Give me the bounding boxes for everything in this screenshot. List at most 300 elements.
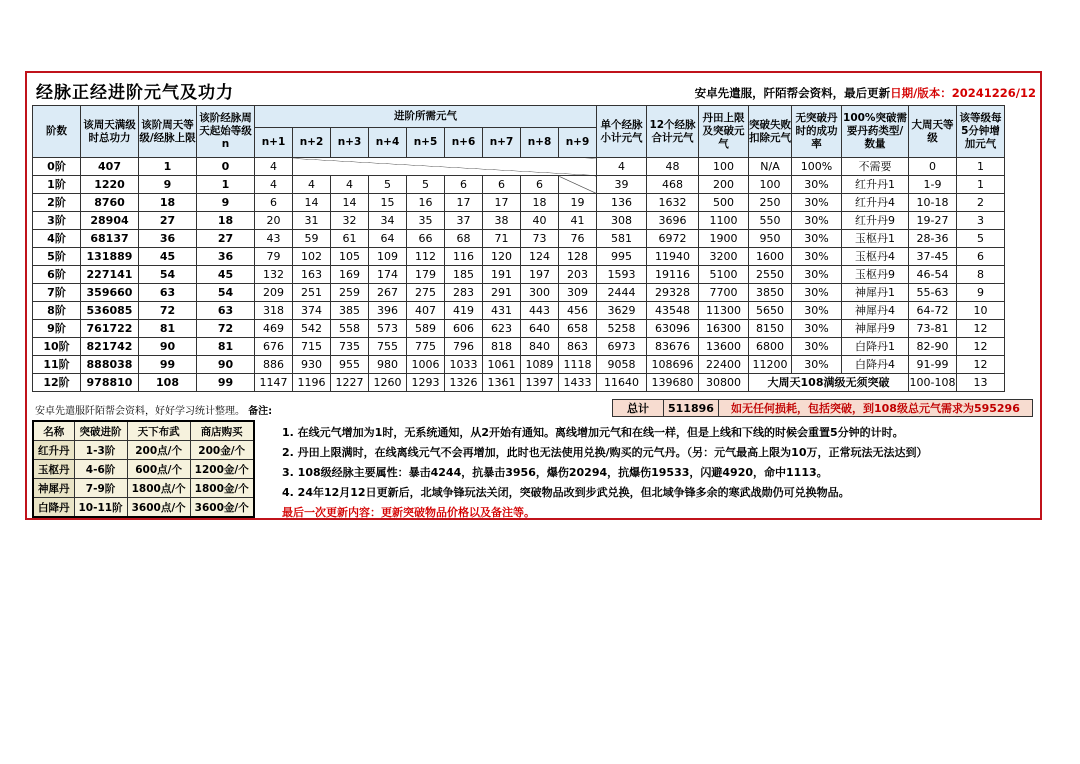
table-cell: 658 xyxy=(559,320,597,338)
table-cell: 神犀丹9 xyxy=(842,320,909,338)
table-cell: 11640 xyxy=(597,374,647,392)
table-cell: 神犀丹1 xyxy=(842,284,909,302)
shop-cell: 白降丹 xyxy=(33,498,74,518)
table-row xyxy=(33,230,1005,248)
table-cell: 4阶 xyxy=(33,230,81,248)
table-cell: 72 xyxy=(139,302,197,320)
table-cell: 4 xyxy=(293,176,331,194)
shop-cell: 神犀丹 xyxy=(33,479,74,498)
table-cell: 15 xyxy=(369,194,407,212)
table-cell: 1061 xyxy=(483,356,521,374)
empty-cell xyxy=(559,176,597,194)
table-cell: 14 xyxy=(293,194,331,212)
table-cell: 30% xyxy=(792,176,842,194)
table-cell: 359660 xyxy=(81,284,139,302)
shop-cell: 3600金/个 xyxy=(190,498,254,518)
table-cell: 761722 xyxy=(81,320,139,338)
shop-cell: 1800金/个 xyxy=(190,479,254,498)
table-cell: 124 xyxy=(521,248,559,266)
table-cell: 30% xyxy=(792,338,842,356)
table-cell: 2550 xyxy=(749,266,792,284)
table-cell: 0 xyxy=(197,158,255,176)
table-cell: 7700 xyxy=(699,284,749,302)
table-cell: 11940 xyxy=(647,248,699,266)
table-cell: 6800 xyxy=(749,338,792,356)
table-cell: 468 xyxy=(647,176,699,194)
col-header-fail-deduct: 突破失败扣除元气 xyxy=(749,106,792,158)
table-cell: 396 xyxy=(369,302,407,320)
table-cell: 200 xyxy=(699,176,749,194)
pill-shop-table xyxy=(32,420,255,518)
table-cell: 38 xyxy=(483,212,521,230)
table-cell: 120 xyxy=(483,248,521,266)
table-cell: 99 xyxy=(139,356,197,374)
table-cell: 16 xyxy=(407,194,445,212)
table-cell: 169 xyxy=(331,266,369,284)
col-header-group: 进阶所需元气 xyxy=(255,106,597,128)
table-cell: 139680 xyxy=(647,374,699,392)
table-cell: 1 xyxy=(957,176,1005,194)
shop-cell: 200点/个 xyxy=(127,441,190,460)
table-cell: 5258 xyxy=(597,320,647,338)
table-cell: 500 xyxy=(699,194,749,212)
table-cell: 174 xyxy=(369,266,407,284)
table-cell: 100% xyxy=(792,158,842,176)
table-cell: 2阶 xyxy=(33,194,81,212)
table-cell: 90 xyxy=(197,356,255,374)
notes-label: 备注: xyxy=(248,406,273,417)
table-cell: 443 xyxy=(521,302,559,320)
table-cell: 1433 xyxy=(559,374,597,392)
table-cell: 888038 xyxy=(81,356,139,374)
table-cell: 950 xyxy=(749,230,792,248)
table-cell: 318 xyxy=(255,302,293,320)
table-cell: 19 xyxy=(559,194,597,212)
table-cell: 9阶 xyxy=(33,320,81,338)
table-cell: 863 xyxy=(559,338,597,356)
version-label: 日期/版本：20241226/12 xyxy=(890,86,1036,100)
table-cell: 100 xyxy=(699,158,749,176)
table-cell: 8150 xyxy=(749,320,792,338)
table-cell: 385 xyxy=(331,302,369,320)
table-cell: 1293 xyxy=(407,374,445,392)
table-cell: 179 xyxy=(407,266,445,284)
max-level-note: 大周天108满级无须突破 xyxy=(749,374,909,392)
table-cell: 红升丹9 xyxy=(842,212,909,230)
table-cell: 291 xyxy=(483,284,521,302)
table-cell: 1阶 xyxy=(33,176,81,194)
table-cell: 13600 xyxy=(699,338,749,356)
table-cell: 12阶 xyxy=(33,374,81,392)
table-cell: 11300 xyxy=(699,302,749,320)
table-cell: 3696 xyxy=(647,212,699,230)
table-cell: 1006 xyxy=(407,356,445,374)
table-cell: 250 xyxy=(749,194,792,212)
table-cell: 623 xyxy=(483,320,521,338)
table-cell: 163 xyxy=(293,266,331,284)
shop-cell: 4-6阶 xyxy=(74,460,127,479)
col-header-n8: n+8 xyxy=(521,128,559,158)
table-cell: 68137 xyxy=(81,230,139,248)
table-cell: 309 xyxy=(559,284,597,302)
table-cell: 12 xyxy=(957,320,1005,338)
col-header-dantian: 丹田上限及突破元气 xyxy=(699,106,749,158)
table-cell: 955 xyxy=(331,356,369,374)
table-cell: 1361 xyxy=(483,374,521,392)
table-cell: 840 xyxy=(521,338,559,356)
shop-cell: 200金/个 xyxy=(190,441,254,460)
totals-label: 总计 xyxy=(613,400,664,417)
update-info xyxy=(695,85,1036,101)
table-cell: 10 xyxy=(957,302,1005,320)
table-cell: 64-72 xyxy=(909,302,957,320)
table-cell: 9058 xyxy=(597,356,647,374)
table-cell: 19-27 xyxy=(909,212,957,230)
shop-row xyxy=(33,441,254,460)
shop-row xyxy=(33,460,254,479)
table-row xyxy=(33,374,1005,392)
table-cell: 17 xyxy=(483,194,521,212)
table-cell: 45 xyxy=(139,248,197,266)
credit-text: 安卓先遣服阡陌帮会资料，好好学习统计整理。 xyxy=(35,406,245,417)
table-cell: 40 xyxy=(521,212,559,230)
table-cell: 640 xyxy=(521,320,559,338)
table-cell: 456 xyxy=(559,302,597,320)
table-cell: 1 xyxy=(957,158,1005,176)
table-cell: 2444 xyxy=(597,284,647,302)
table-cell: 71 xyxy=(483,230,521,248)
table-cell: 12 xyxy=(957,356,1005,374)
table-cell: 54 xyxy=(139,266,197,284)
table-cell: 6 xyxy=(483,176,521,194)
table-cell: 59 xyxy=(293,230,331,248)
table-cell: 30% xyxy=(792,320,842,338)
shop-cell: 3600点/个 xyxy=(127,498,190,518)
table-cell: 132 xyxy=(255,266,293,284)
table-cell: 30% xyxy=(792,248,842,266)
table-cell: 1632 xyxy=(647,194,699,212)
shop-cell: 玉枢丹 xyxy=(33,460,74,479)
table-cell: 63 xyxy=(139,284,197,302)
table-cell: 1033 xyxy=(445,356,483,374)
table-cell: 558 xyxy=(331,320,369,338)
table-cell: 19116 xyxy=(647,266,699,284)
table-cell: 5 xyxy=(407,176,445,194)
table-cell: 0阶 xyxy=(33,158,81,176)
table-cell: 79 xyxy=(255,248,293,266)
table-cell: 6 xyxy=(255,194,293,212)
table-cell: 43548 xyxy=(647,302,699,320)
table-cell: 73 xyxy=(521,230,559,248)
table-cell: 54 xyxy=(197,284,255,302)
table-row xyxy=(33,266,1005,284)
table-cell: 573 xyxy=(369,320,407,338)
table-cell: 1227 xyxy=(331,374,369,392)
table-cell: 1089 xyxy=(521,356,559,374)
notes-block xyxy=(282,423,927,523)
table-cell: 4 xyxy=(255,158,293,176)
table-cell: 11阶 xyxy=(33,356,81,374)
col-header-big-level: 大周天等级 xyxy=(909,106,957,158)
table-cell: 275 xyxy=(407,284,445,302)
table-cell: 玉枢丹1 xyxy=(842,230,909,248)
table-cell: 10阶 xyxy=(33,338,81,356)
table-cell: 930 xyxy=(293,356,331,374)
table-cell: 0 xyxy=(909,158,957,176)
table-cell: 1900 xyxy=(699,230,749,248)
table-cell: 374 xyxy=(293,302,331,320)
table-cell: 1220 xyxy=(81,176,139,194)
table-cell: 308 xyxy=(597,212,647,230)
table-cell: 1118 xyxy=(559,356,597,374)
table-cell: 99 xyxy=(197,374,255,392)
table-cell: 8阶 xyxy=(33,302,81,320)
table-cell: 676 xyxy=(255,338,293,356)
shop-cell: 7-9阶 xyxy=(74,479,127,498)
table-cell: 131889 xyxy=(81,248,139,266)
table-cell: 2 xyxy=(957,194,1005,212)
col-header-full-power: 该周天满级时总功力 xyxy=(81,106,139,158)
table-cell: 1-9 xyxy=(909,176,957,194)
table-cell: 203 xyxy=(559,266,597,284)
table-cell: 4 xyxy=(597,158,647,176)
table-cell: 4 xyxy=(255,176,293,194)
table-cell: 267 xyxy=(369,284,407,302)
col-header-n1: n+1 xyxy=(255,128,293,158)
table-cell: 1100 xyxy=(699,212,749,230)
table-cell: 27 xyxy=(139,212,197,230)
table-cell: 29328 xyxy=(647,284,699,302)
col-header-total12: 12个经脉合计元气 xyxy=(647,106,699,158)
table-cell: 6 xyxy=(445,176,483,194)
table-cell: 209 xyxy=(255,284,293,302)
table-cell: 30% xyxy=(792,230,842,248)
shop-header-cell: 名称 xyxy=(33,421,74,441)
col-header-pill: 100%突破需要丹药类型/数量 xyxy=(842,106,909,158)
table-cell: 100 xyxy=(749,176,792,194)
table-cell: 8 xyxy=(957,266,1005,284)
main-table xyxy=(32,105,1005,392)
table-cell: 红升丹1 xyxy=(842,176,909,194)
table-cell: 109 xyxy=(369,248,407,266)
totals-row xyxy=(612,399,1033,417)
table-cell: 606 xyxy=(445,320,483,338)
table-cell: 48 xyxy=(647,158,699,176)
table-cell: 5650 xyxy=(749,302,792,320)
totals-value: 511896 xyxy=(664,400,719,417)
table-cell: 玉枢丹4 xyxy=(842,248,909,266)
table-cell: 55-63 xyxy=(909,284,957,302)
table-row xyxy=(33,176,1005,194)
table-cell: 4 xyxy=(331,176,369,194)
table-cell: 1 xyxy=(139,158,197,176)
table-cell: 112 xyxy=(407,248,445,266)
table-cell: 神犀丹4 xyxy=(842,302,909,320)
table-cell: 5100 xyxy=(699,266,749,284)
col-header-start-level: 该阶经脉周天起始等级 n xyxy=(197,106,255,158)
shop-header-cell: 商店购买 xyxy=(190,421,254,441)
col-header-n6: n+6 xyxy=(445,128,483,158)
table-cell: 886 xyxy=(255,356,293,374)
shop-cell: 10-11阶 xyxy=(74,498,127,518)
table-cell: N/A xyxy=(749,158,792,176)
table-cell: 185 xyxy=(445,266,483,284)
table-cell: 30% xyxy=(792,266,842,284)
totals-note: 如无任何损耗，包括突破，到108级总元气需求为595296 xyxy=(718,400,1032,417)
table-cell: 128 xyxy=(559,248,597,266)
note-item: 3. 108级经脉主要属性：暴击4244，抗暴击3956，爆伤20294，抗爆伤19533，闪避4920，命中1113。 xyxy=(282,466,828,479)
table-cell: 259 xyxy=(331,284,369,302)
table-row xyxy=(33,248,1005,266)
table-cell: 7阶 xyxy=(33,284,81,302)
note-item: 4. 24年12月12日更新后，北域争锋玩法关闭，突破物品改到步武兑换，但北域争锋多余的寒武战勋仍可兑换物品。 xyxy=(282,486,850,499)
table-cell: 63 xyxy=(197,302,255,320)
table-cell: 64 xyxy=(369,230,407,248)
col-header-n7: n+7 xyxy=(483,128,521,158)
table-cell: 3629 xyxy=(597,302,647,320)
table-cell: 3 xyxy=(957,212,1005,230)
table-cell: 1 xyxy=(197,176,255,194)
credit-line xyxy=(35,402,272,417)
table-cell: 9 xyxy=(139,176,197,194)
table-cell: 37 xyxy=(445,212,483,230)
table-cell: 818 xyxy=(483,338,521,356)
table-cell: 32 xyxy=(331,212,369,230)
table-cell: 46-54 xyxy=(909,266,957,284)
table-cell: 6 xyxy=(521,176,559,194)
table-cell: 72 xyxy=(197,320,255,338)
table-cell: 30800 xyxy=(699,374,749,392)
table-cell: 102 xyxy=(293,248,331,266)
table-cell: 12 xyxy=(957,338,1005,356)
table-cell: 30% xyxy=(792,356,842,374)
table-cell: 136 xyxy=(597,194,647,212)
table-cell: 30% xyxy=(792,302,842,320)
table-cell: 81 xyxy=(197,338,255,356)
table-cell: 821742 xyxy=(81,338,139,356)
shop-header-cell: 天下布武 xyxy=(127,421,190,441)
table-cell: 35 xyxy=(407,212,445,230)
table-cell: 550 xyxy=(749,212,792,230)
table-cell: 玉枢丹9 xyxy=(842,266,909,284)
table-cell: 1600 xyxy=(749,248,792,266)
note-item: 1. 在线元气增加为1时，无系统通知，从2开始有通知。离线增加元气和在线一样，但是上线和下线的时候会重置5分钟的计时。 xyxy=(282,426,904,439)
table-cell: 105 xyxy=(331,248,369,266)
table-cell: 6973 xyxy=(597,338,647,356)
table-cell: 76 xyxy=(559,230,597,248)
table-cell: 27 xyxy=(197,230,255,248)
table-cell: 589 xyxy=(407,320,445,338)
table-cell: 白降丹1 xyxy=(842,338,909,356)
table-cell: 197 xyxy=(521,266,559,284)
table-cell: 283 xyxy=(445,284,483,302)
table-cell: 28904 xyxy=(81,212,139,230)
table-cell: 31 xyxy=(293,212,331,230)
table-cell: 1147 xyxy=(255,374,293,392)
table-cell: 251 xyxy=(293,284,331,302)
table-cell: 30% xyxy=(792,194,842,212)
table-row xyxy=(33,356,1005,374)
table-cell: 白降丹4 xyxy=(842,356,909,374)
shop-row xyxy=(33,498,254,518)
table-cell: 14 xyxy=(331,194,369,212)
table-cell: 34 xyxy=(369,212,407,230)
table-cell: 3阶 xyxy=(33,212,81,230)
table-cell: 980 xyxy=(369,356,407,374)
table-cell: 20 xyxy=(255,212,293,230)
table-cell: 5 xyxy=(957,230,1005,248)
table-cell: 73-81 xyxy=(909,320,957,338)
table-cell: 978810 xyxy=(81,374,139,392)
table-cell: 1196 xyxy=(293,374,331,392)
table-cell: 39 xyxy=(597,176,647,194)
shop-cell: 1-3阶 xyxy=(74,441,127,460)
table-cell: 63096 xyxy=(647,320,699,338)
table-cell: 1593 xyxy=(597,266,647,284)
table-cell: 9 xyxy=(197,194,255,212)
table-cell: 6 xyxy=(957,248,1005,266)
col-header-n9: n+9 xyxy=(559,128,597,158)
table-cell: 1397 xyxy=(521,374,559,392)
table-cell: 28-36 xyxy=(909,230,957,248)
col-header-subtotal: 单个经脉小计元气 xyxy=(597,106,647,158)
empty-cell xyxy=(293,158,597,176)
table-cell: 431 xyxy=(483,302,521,320)
table-cell: 90 xyxy=(139,338,197,356)
table-cell: 不需要 xyxy=(842,158,909,176)
table-cell: 66 xyxy=(407,230,445,248)
table-cell: 419 xyxy=(445,302,483,320)
table-cell: 30% xyxy=(792,284,842,302)
table-cell: 581 xyxy=(597,230,647,248)
table-cell: 36 xyxy=(139,230,197,248)
table-cell: 108696 xyxy=(647,356,699,374)
table-row xyxy=(33,302,1005,320)
shop-cell: 红升丹 xyxy=(33,441,74,460)
col-header-per5min: 该等级每5分钟增加元气 xyxy=(957,106,1005,158)
table-cell: 10-18 xyxy=(909,194,957,212)
table-cell: 16300 xyxy=(699,320,749,338)
table-cell: 68 xyxy=(445,230,483,248)
shop-cell: 600点/个 xyxy=(127,460,190,479)
table-row xyxy=(33,320,1005,338)
table-cell: 41 xyxy=(559,212,597,230)
table-cell: 37-45 xyxy=(909,248,957,266)
table-cell: 83676 xyxy=(647,338,699,356)
table-cell: 5阶 xyxy=(33,248,81,266)
col-header-stage: 阶数 xyxy=(33,106,81,158)
table-cell: 82-90 xyxy=(909,338,957,356)
shop-header-row xyxy=(33,421,254,441)
table-cell: 108 xyxy=(139,374,197,392)
table-cell: 407 xyxy=(81,158,139,176)
table-cell: 536085 xyxy=(81,302,139,320)
table-cell: 8760 xyxy=(81,194,139,212)
table-row xyxy=(33,338,1005,356)
table-cell: 43 xyxy=(255,230,293,248)
shop-cell: 1200金/个 xyxy=(190,460,254,479)
col-header-n3: n+3 xyxy=(331,128,369,158)
table-cell: 407 xyxy=(407,302,445,320)
update-info-prefix: 安卓先遣服，阡陌帮会资料，最后更新 xyxy=(694,86,891,100)
shop-cell: 1800点/个 xyxy=(127,479,190,498)
table-cell: 6阶 xyxy=(33,266,81,284)
col-header-level-limit: 该阶周天等级/经脉上限 xyxy=(139,106,197,158)
table-cell: 100-108 xyxy=(909,374,957,392)
table-cell: 796 xyxy=(445,338,483,356)
table-row xyxy=(33,284,1005,302)
table-row xyxy=(33,158,1005,176)
